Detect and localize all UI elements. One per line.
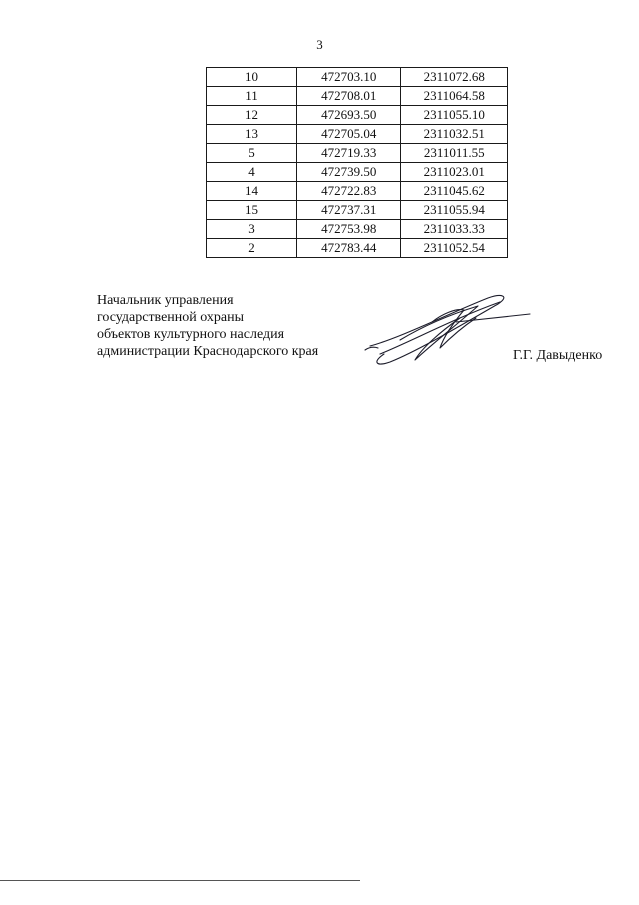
- x-coordinate-cell: 472705.04: [296, 125, 400, 144]
- table-row: [207, 163, 508, 182]
- x-coordinate-cell: 472737.31: [296, 201, 400, 220]
- signatory-position-line: государственной охраны: [97, 310, 245, 325]
- point-number-cell: 10: [207, 68, 297, 87]
- signatory-position-line: администрации Краснодарского края: [97, 344, 319, 359]
- coordinates-table-body: [207, 68, 508, 258]
- table-row: [207, 144, 508, 163]
- y-coordinate-cell: 2311032.51: [401, 125, 508, 144]
- point-number-cell: 11: [207, 87, 297, 106]
- point-number-cell: 2: [207, 239, 297, 258]
- coordinates-table: [206, 67, 508, 258]
- y-coordinate-cell: 2311045.62: [401, 182, 508, 201]
- table-row: [207, 201, 508, 220]
- point-number-cell: 3: [207, 220, 297, 239]
- table-row: [207, 182, 508, 201]
- table-row: [207, 87, 508, 106]
- y-coordinate-cell: 2311055.94: [401, 201, 508, 220]
- x-coordinate-cell: 472722.83: [296, 182, 400, 201]
- signatory-position-line: объектов культурного наследия: [97, 327, 285, 342]
- point-number-cell: 12: [207, 106, 297, 125]
- x-coordinate-cell: 472719.33: [296, 144, 400, 163]
- point-number-cell: 15: [207, 201, 297, 220]
- point-number-cell: 4: [207, 163, 297, 182]
- table-row: [207, 68, 508, 87]
- table-row: [207, 239, 508, 258]
- table-row: [207, 106, 508, 125]
- x-coordinate-cell: 472703.10: [296, 68, 400, 87]
- footer-divider: [0, 880, 360, 881]
- table-row: [207, 220, 508, 239]
- signatory-name: Г.Г. Давыденко: [513, 348, 603, 363]
- y-coordinate-cell: 2311011.55: [401, 144, 508, 163]
- signatory-position: [97, 292, 318, 360]
- x-coordinate-cell: 472693.50: [296, 106, 400, 125]
- page-number: 3: [316, 37, 323, 52]
- point-number-cell: 13: [207, 125, 297, 144]
- x-coordinate-cell: 472753.98: [296, 220, 400, 239]
- y-coordinate-cell: 2311052.54: [401, 239, 508, 258]
- y-coordinate-cell: 2311033.33: [401, 220, 508, 239]
- x-coordinate-cell: 472739.50: [296, 163, 400, 182]
- y-coordinate-cell: 2311023.01: [401, 163, 508, 182]
- y-coordinate-cell: 2311064.58: [401, 87, 508, 106]
- point-number-cell: 5: [207, 144, 297, 163]
- point-number-cell: 14: [207, 182, 297, 201]
- y-coordinate-cell: 2311072.68: [401, 68, 508, 87]
- y-coordinate-cell: 2311055.10: [401, 106, 508, 125]
- table-row: [207, 125, 508, 144]
- x-coordinate-cell: 472783.44: [296, 239, 400, 258]
- x-coordinate-cell: 472708.01: [296, 87, 400, 106]
- signatory-position-line: Начальник управления: [97, 293, 234, 308]
